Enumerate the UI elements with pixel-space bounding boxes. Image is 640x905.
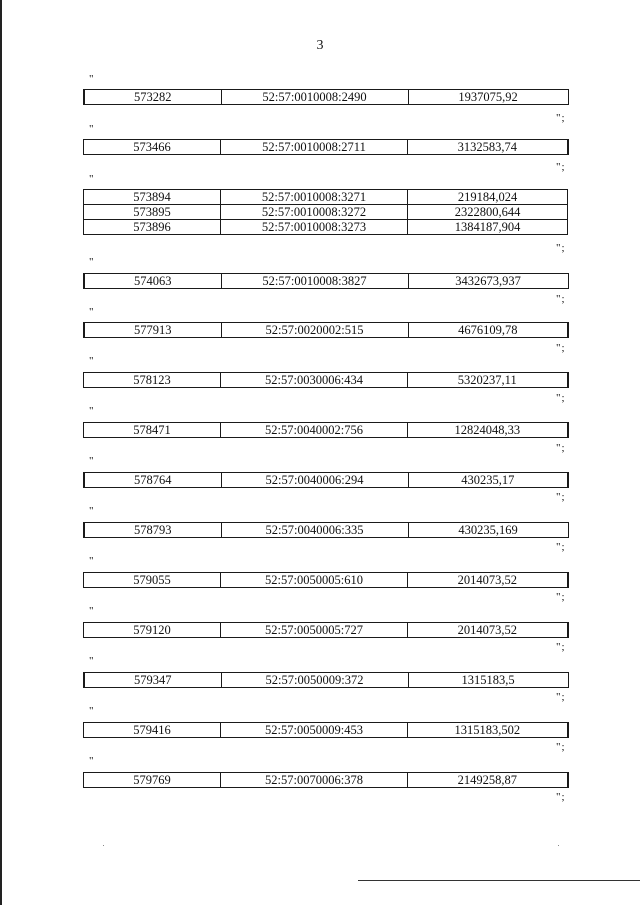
closing-quote-mark: "; bbox=[556, 741, 566, 753]
cadastral-value: 1315183,502 bbox=[408, 723, 568, 738]
cadastral-number: 52:57:0050009:453 bbox=[221, 723, 408, 738]
opening-quote-mark: " bbox=[89, 705, 94, 717]
opening-quote-mark: " bbox=[89, 505, 94, 517]
table-row bbox=[84, 323, 568, 338]
cadastral-value: 1315183,5 bbox=[408, 673, 568, 688]
table-row bbox=[84, 573, 568, 588]
record-table bbox=[83, 372, 569, 388]
cadastral-value: 12824048,33 bbox=[408, 423, 568, 438]
closing-quote-mark: "; bbox=[556, 161, 566, 173]
table-row bbox=[84, 423, 568, 438]
record-number: 573894 bbox=[84, 190, 221, 205]
opening-quote-mark: " bbox=[89, 256, 94, 268]
page-number: 3 bbox=[316, 38, 324, 53]
cadastral-value: 3132583,74 bbox=[408, 140, 568, 155]
record-number: 578764 bbox=[84, 473, 221, 488]
closing-quote-mark: "; bbox=[556, 442, 566, 454]
scan-edge-line bbox=[0, 0, 2, 905]
cadastral-number: 52:57:0030006:434 bbox=[221, 373, 408, 388]
cadastral-number: 52:57:0010008:3271 bbox=[221, 190, 408, 205]
table-row bbox=[84, 220, 568, 235]
opening-quote-mark: " bbox=[89, 655, 94, 667]
cadastral-number: 52:57:0020002:515 bbox=[221, 323, 408, 338]
record-table bbox=[83, 139, 569, 155]
record-number: 573895 bbox=[84, 205, 221, 220]
table-row bbox=[84, 723, 568, 738]
record-number: 574063 bbox=[84, 274, 221, 289]
opening-quote-mark: " bbox=[89, 306, 94, 318]
opening-quote-mark: " bbox=[89, 405, 94, 417]
record-table bbox=[83, 422, 569, 438]
cadastral-number: 52:57:0010008:3827 bbox=[221, 274, 408, 289]
cadastral-value: 2149258,87 bbox=[408, 773, 568, 788]
record-number: 578471 bbox=[84, 423, 221, 438]
record-number: 577913 bbox=[84, 323, 221, 338]
cadastral-number: 52:57:0040002:756 bbox=[221, 423, 408, 438]
closing-quote-mark: "; bbox=[556, 591, 566, 603]
closing-quote-mark: "; bbox=[556, 541, 566, 553]
cadastral-value: 1937075,92 bbox=[408, 90, 568, 105]
record-number: 573282 bbox=[84, 90, 221, 105]
closing-quote-mark: "; bbox=[556, 392, 566, 404]
record-table bbox=[83, 672, 569, 688]
cadastral-number: 52:57:0010008:3273 bbox=[221, 220, 408, 235]
record-number: 579055 bbox=[84, 573, 221, 588]
cadastral-number: 52:57:0040006:294 bbox=[221, 473, 408, 488]
closing-quote-mark: "; bbox=[556, 691, 566, 703]
record-number: 579416 bbox=[84, 723, 221, 738]
cadastral-value: 219184,024 bbox=[408, 190, 568, 205]
footnote-separator-line bbox=[358, 880, 640, 881]
cadastral-number: 52:57:0010008:2490 bbox=[221, 90, 408, 105]
opening-quote-mark: " bbox=[89, 355, 94, 367]
record-number: 578793 bbox=[84, 523, 221, 538]
closing-quote-mark: "; bbox=[556, 293, 566, 305]
opening-quote-mark: " bbox=[89, 73, 94, 85]
table-row bbox=[84, 274, 568, 289]
table-row bbox=[84, 673, 568, 688]
record-number: 573896 bbox=[84, 220, 221, 235]
table-row bbox=[84, 773, 568, 788]
closing-quote-mark: "; bbox=[556, 342, 566, 354]
record-table bbox=[83, 89, 569, 105]
record-table bbox=[83, 273, 569, 289]
record-table bbox=[83, 472, 569, 488]
cadastral-value: 2014073,52 bbox=[408, 573, 568, 588]
cadastral-number: 52:57:0070006:378 bbox=[221, 773, 408, 788]
record-number: 579120 bbox=[84, 623, 221, 638]
cadastral-value: 2014073,52 bbox=[408, 623, 568, 638]
table-row bbox=[84, 190, 568, 205]
cadastral-number: 52:57:0040006:335 bbox=[221, 523, 408, 538]
opening-quote-mark: " bbox=[89, 555, 94, 567]
closing-quote-mark: "; bbox=[556, 791, 566, 803]
record-number: 578123 bbox=[84, 373, 221, 388]
record-number: 573466 bbox=[84, 140, 221, 155]
cadastral-value: 3432673,937 bbox=[408, 274, 568, 289]
opening-quote-mark: " bbox=[89, 755, 94, 767]
cadastral-number: 52:57:0050005:610 bbox=[221, 573, 408, 588]
record-table bbox=[83, 722, 569, 738]
closing-quote-mark: "; bbox=[556, 641, 566, 653]
table-row bbox=[84, 205, 568, 220]
table-row bbox=[84, 90, 568, 105]
closing-quote-mark: "; bbox=[556, 242, 566, 254]
record-table bbox=[83, 572, 569, 588]
record-number: 579769 bbox=[84, 773, 221, 788]
opening-quote-mark: " bbox=[89, 605, 94, 617]
record-number: 579347 bbox=[84, 673, 221, 688]
cadastral-value: 1384187,904 bbox=[408, 220, 568, 235]
record-table bbox=[83, 772, 569, 788]
cadastral-number: 52:57:0010008:2711 bbox=[221, 140, 408, 155]
cadastral-value: 2322800,644 bbox=[408, 205, 568, 220]
record-table bbox=[83, 189, 568, 235]
table-row bbox=[84, 140, 568, 155]
record-table bbox=[83, 522, 569, 538]
record-table bbox=[83, 622, 569, 638]
opening-quote-mark: " bbox=[89, 455, 94, 467]
cadastral-value: 4676109,78 bbox=[408, 323, 568, 338]
record-table bbox=[83, 322, 569, 338]
cadastral-value: 5320237,11 bbox=[408, 373, 568, 388]
opening-quote-mark: " bbox=[89, 173, 94, 185]
cadastral-value: 430235,17 bbox=[408, 473, 568, 488]
cadastral-number: 52:57:0010008:3272 bbox=[221, 205, 408, 220]
table-row bbox=[84, 623, 568, 638]
closing-quote-mark: "; bbox=[556, 112, 566, 124]
scan-speck bbox=[558, 845, 559, 846]
closing-quote-mark: "; bbox=[556, 491, 566, 503]
cadastral-value: 430235,169 bbox=[408, 523, 568, 538]
table-row bbox=[84, 373, 568, 388]
scan-speck bbox=[103, 845, 104, 846]
table-row bbox=[84, 523, 568, 538]
cadastral-number: 52:57:0050009:372 bbox=[221, 673, 408, 688]
cadastral-number: 52:57:0050005:727 bbox=[221, 623, 408, 638]
opening-quote-mark: " bbox=[89, 123, 94, 135]
table-row bbox=[84, 473, 568, 488]
